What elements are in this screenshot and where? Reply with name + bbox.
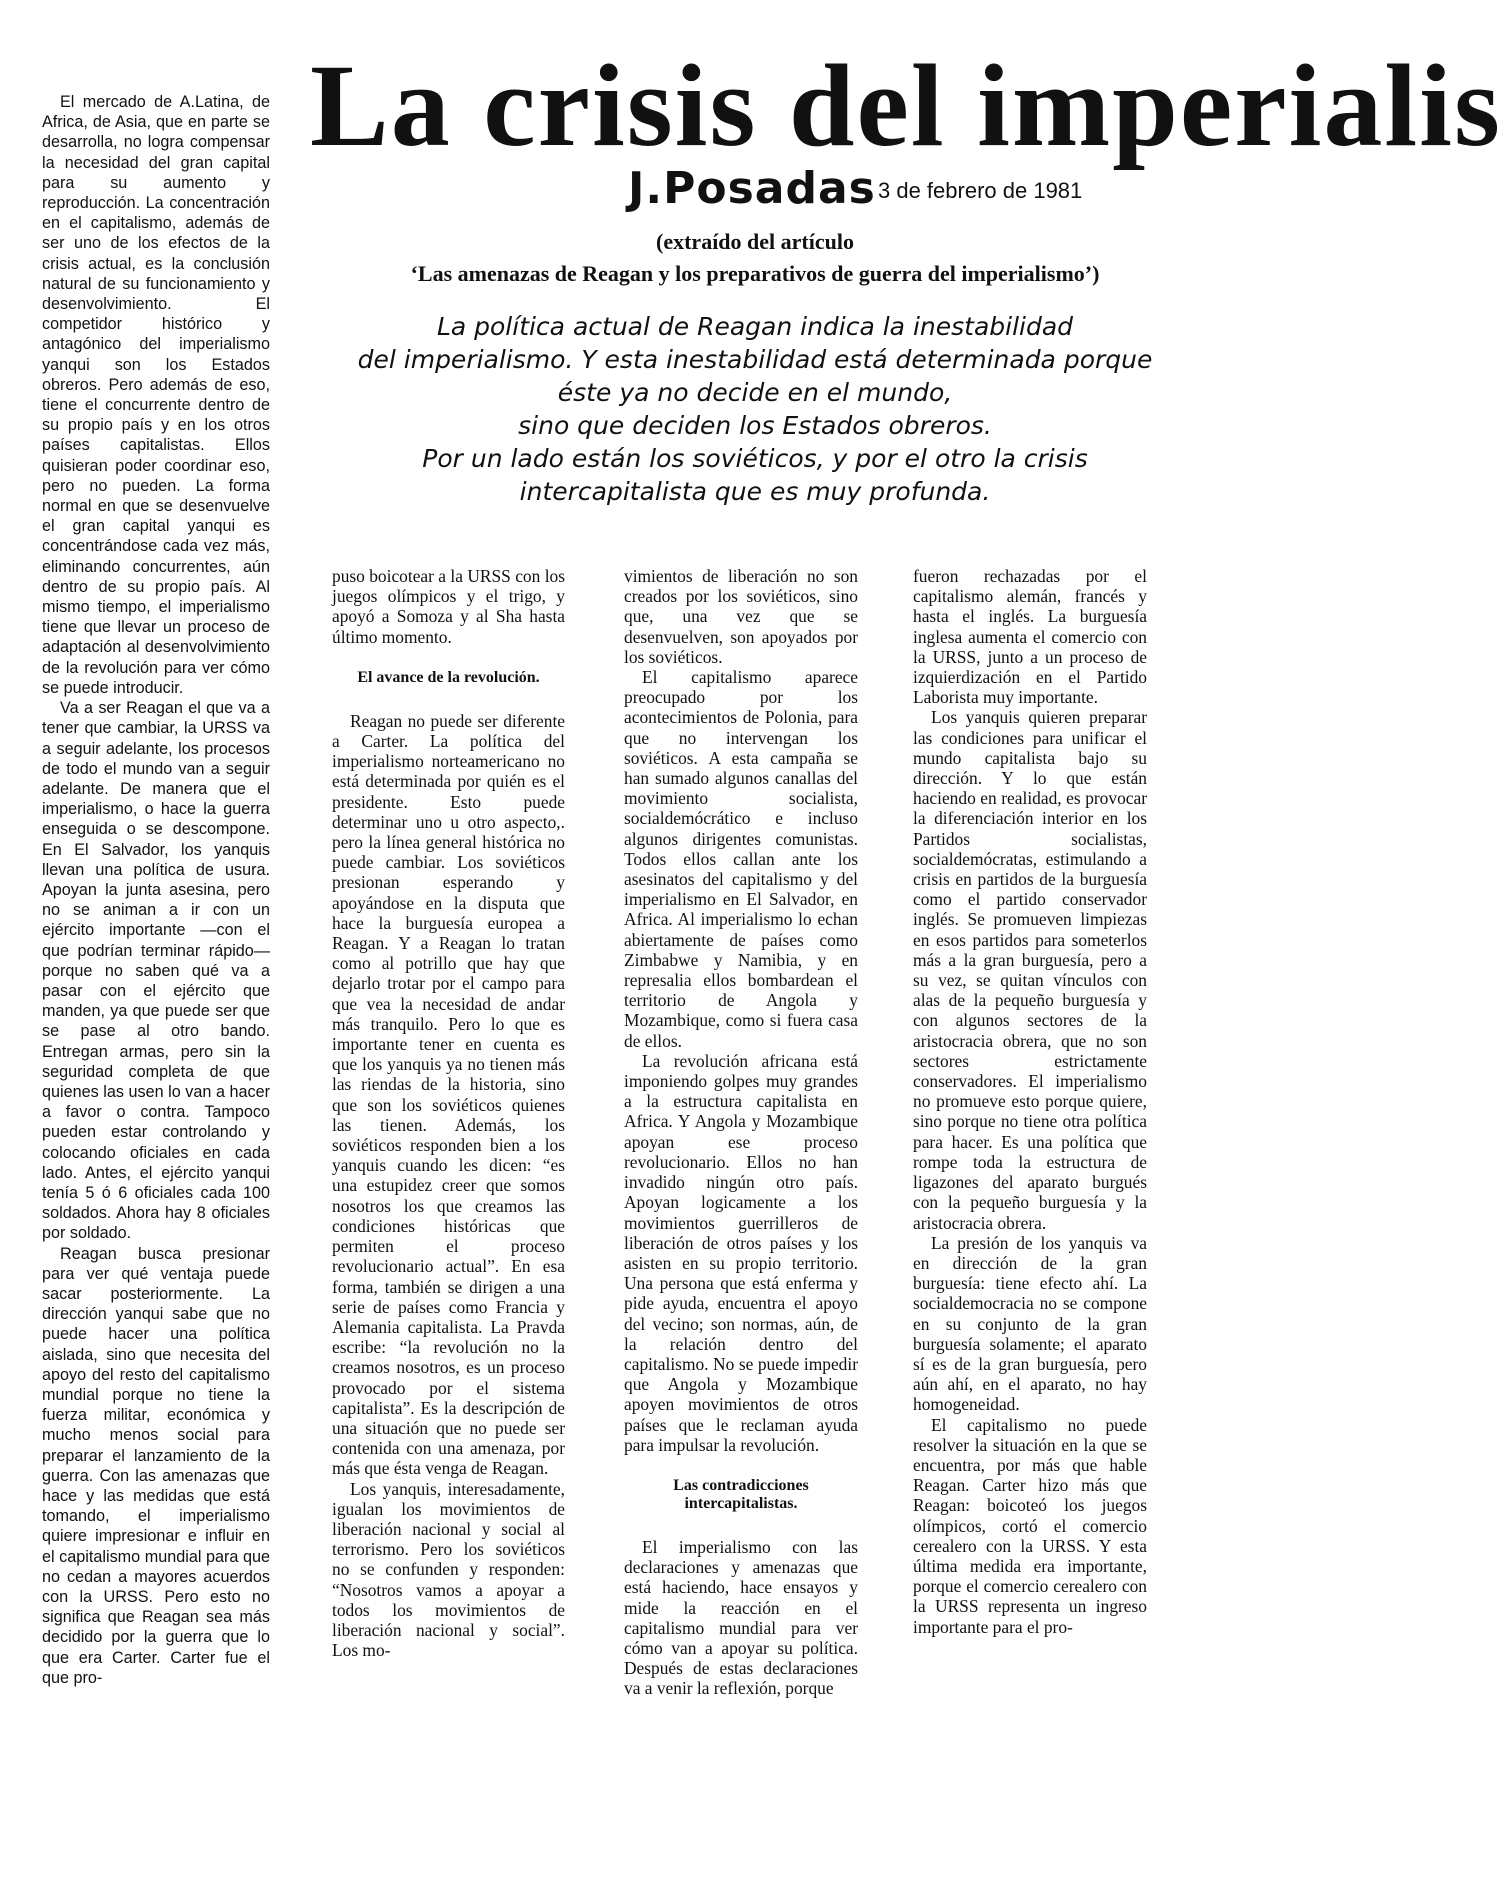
lead-line: sino que deciden los Estados obreros.: [518, 411, 992, 440]
source-note: [330, 226, 1180, 290]
lead-line: éste ya no decide en el mundo,: [557, 378, 953, 407]
byline: [628, 163, 876, 214]
paragraph: El capitalismo aparece preocupado por los acontecimientos de Polonia, para que no intervengan los soviéticos. A esta campaña se han sumado algunos canallas del movimiento socialista, socialdemócrático e incluso algunos dirigentes comunistas. Todos ellos callan ante los asesinatos del capitalismo y del imperialismo en El Salvador, en Africa. Al imperialismo lo echan abiertamente de países como Zimbabwe y Namibia, y en represalia ellos bombardean el territorio de Angola y Mozambique, como si fuera casa de ellos.: [624, 667, 858, 1051]
section-heading: El avance de la revolución.: [357, 668, 540, 686]
paragraph: Los yanquis quieren preparar las condiciones para unificar el mundo capitalista bajo su dirección. Y lo que están haciendo en realidad, es provocar la diferenciación interior en los Partidos socialistas, socialdemócratas, estimulando a crisis en partidos de la burguesía como el partido conservador inglés. Se promueven limpiezas en esos partidos para someterlos más a la gran burguesía, pero a su vez, se quitan vínculos con alas de la pequeño burguesía y con algunos sectores de la aristocracia obrera, que no son sectores estrictamente conservadores. El imperialismo no promueve esto porque quiere, sino porque no tiene otra política para hacer. Es una política que rompe toda la estructura de ligazones del aparato burgués con la pequeño burguesía y la aristocracia obrera.: [913, 707, 1147, 1233]
lead-line: intercapitalista que es muy profunda.: [519, 477, 991, 506]
text-column-1: [42, 92, 270, 1688]
lead-line: del imperialismo. Y esta inestabilidad está determinada porque: [357, 345, 1153, 374]
paragraph: Reagan busca presionar para ver qué ventaja puede sacar posteriormente. La dirección yanqui sabe que no puede hacer una política aislada, sino que necesita del apoyo del resto del capitalismo mundial porque no tiene la fuerza militar, económica y mucho menos social para preparar el lanzamiento de la guerra. Con las amenazas que hace y las medidas que está tomando, el imperialismo quiere impresionar e influir en el capitalismo mundial para que no cedan a mayores acuerdos con la URSS. Pero esto no significa que Reagan sea más decidido por la guerra que lo que era Carter. Carter fue el que pro-: [42, 1244, 270, 1687]
paragraph: fueron rechazadas por el capitalismo alemán, francés y hasta el inglés. La burguesía inglesa aumenta el comercio con la URSS, junto a un proceso de izquierdización en el Partido Laborista muy importante.: [913, 566, 1147, 708]
text-column-2: [332, 566, 565, 1660]
article-date: 3 de febrero de 1981: [878, 178, 1083, 203]
lead-line: Por un lado están los soviéticos, y por el otro la crisis: [422, 444, 1088, 473]
paragraph: vimientos de liberación no son creados por los soviéticos, sino que, una vez que se desenvuelven, son apoyados por los soviéticos.: [624, 566, 858, 667]
paragraph: Reagan no puede ser diferente a Carter. La política del imperialismo norteamericano no está determinada por quién es el presidente. Esto puede determinar uno u otro aspecto,. pero la línea general histórica no puede cambiar. Los soviéticos presionan esperando y apoyándose en la disputa que hace la burguesía europea a Reagan. Y a Reagan lo tratan como al potrillo que hay que dejarlo trotar por el campo para que vea la necesidad de andar más tranquilo. Pero lo que es importante tener en cuenta es que los yanquis ya no tienen más las riendas de la historia, sino que son los soviéticos quienes las tienen. Además, los soviéticos responden bien a los yanquis cuando les dicen: “es una estupidez creer que somos nosotros los que creamos las condiciones históricas que permiten el proceso revolucionario actual”. En esa forma, también se dirigen a una serie de países como Francia y Alemania capitalista. La Pravda escribe: “la revolución no la creamos nosotros, es un proceso provocado por el sistema capitalista”. Es la descripción de una situación que no puede ser contenida con una amenaza, por más que ésta venga de Reagan.: [332, 710, 565, 1479]
paragraph: El capitalismo no puede resolver la situación en la que se encuentra, por más que hable Reagan. Carter hizo más que Reagan: boicoteó los juegos olímpicos, cortó el comercio cerealero con la URSS. Y esta última medida era importante, porque el comercio cerealero con la URSS representa un ingreso importante para el pro-: [913, 1414, 1147, 1637]
paragraph: El mercado de A.Latina, de Africa, de Asia, que en parte se desarrolla, no logra compensar la necesidad del gran capital para su aumento y reproducción. La concentración en el capitalismo, además de ser uno de los efectos de la crisis actual, es la conclusión natural de su funcionamiento y desenvolvimiento. El competidor histórico y antagónico del imperialismo yanqui son los Estados obreros. Pero además de eso, tiene el concurrente dentro de su propio país y en los otros países capitalistas. Ellos quisieran poder coordinar eso, pero no pueden. La forma normal en que se desenvuelve el gran capital yanqui es concentrándose cada vez más, eliminando concurrentes, aún dentro de su propio país. Al mismo tiempo, el imperialismo tiene que llevar un proceso de adaptación al desenvolvimiento de la revolución para ver cómo se puede introducir.: [42, 93, 270, 697]
paragraph: Los yanquis, interesadamente, igualan los movimientos de liberación nacional y social al terrorismo. Pero los soviéticos no se confunden y responden: “Nosotros vamos a apoyar a todos los movimientos de liberación nacional y social”. Los mo-: [332, 1478, 565, 1661]
section-heading: Las contradicciones intercapitalistas.: [673, 1476, 809, 1512]
paragraph: La presión de los yanquis va en dirección de la gran burguesía: tiene efecto ahí. La socialdemocracia no se compone en su conjunto de la gran burguesía solamente; el aparato sí es de la gran burguesía, pero aún ahí, en el aparato, no hay homogeneidad.: [913, 1232, 1147, 1415]
paragraph: Va a ser Reagan el que va a tener que cambiar, la URSS va a seguir adelante, los procesos de todo el mundo van a seguir adelante. De manera que el imperialismo, o hace la guerra enseguida o se descompone. En El Salvador, los yanquis llevan una política de usura. Apoyan la junta asesina, pero no se animan a ir con un ejército importante —con el que podrían terminar rápido— porque no saben qué va a pasar con el ejército que manden, ya que puede ser que se pase al otro bando. Entregan armas, pero sin la seguridad completa de que quienes las usen lo van a hacer a favor o contra. Tampoco pueden estar controlando y colocando oficiales en cada lado. Antes, el ejército yanqui tenía 5 ó 6 oficiales cada 100 soldados. Ahora hay 8 oficiales por soldado.: [42, 699, 270, 1243]
source-note-line-1: (extraído del artículo: [656, 229, 854, 254]
lead-paragraph: [330, 310, 1180, 508]
paragraph: El imperialismo con las declaraciones y amenazas que está haciendo, hace ensayos y mide la reacción en el capitalismo mundial para ver cómo van a apoyar su política. Después de estas declaraciones va a venir la reflexión, porque: [624, 1536, 858, 1699]
paragraph: puso boicotear a la URSS con los juegos olímpicos y el trigo, y apoyó a Somoza y al Sha hasta último momento.: [332, 566, 565, 647]
lead-line: La política actual de Reagan indica la inestabilidad: [436, 312, 1074, 341]
author-name: J.Posadas: [628, 163, 876, 214]
paragraph: La revolución africana está imponiendo golpes muy grandes a la estructura capitalista en Africa. Y Angola y Mozambique apoyan ese proceso revolucionario. Ellos no han invadido ningún otro país. Apoyan logicamente a los movimientos guerrilleros de liberación de otros países y los asisten en su propio territorio. Una persona que está enferma y pide ayuda, encuentra el apoyo del vecino; son normas, aún, de la relación dentro del capitalismo. No se puede impedir que Angola y Mozambique apoyen movimientos de otros países que le reclaman ayuda para impulsar la revolución.: [624, 1050, 858, 1455]
text-column-3: [624, 566, 858, 1699]
source-note-line-2: ‘Las amenazas de Reagan y los preparativos de guerra del imperialismo’): [410, 261, 1100, 286]
article-title: La crisis del imperialis: [310, 40, 1502, 171]
text-column-4: [913, 566, 1147, 1637]
